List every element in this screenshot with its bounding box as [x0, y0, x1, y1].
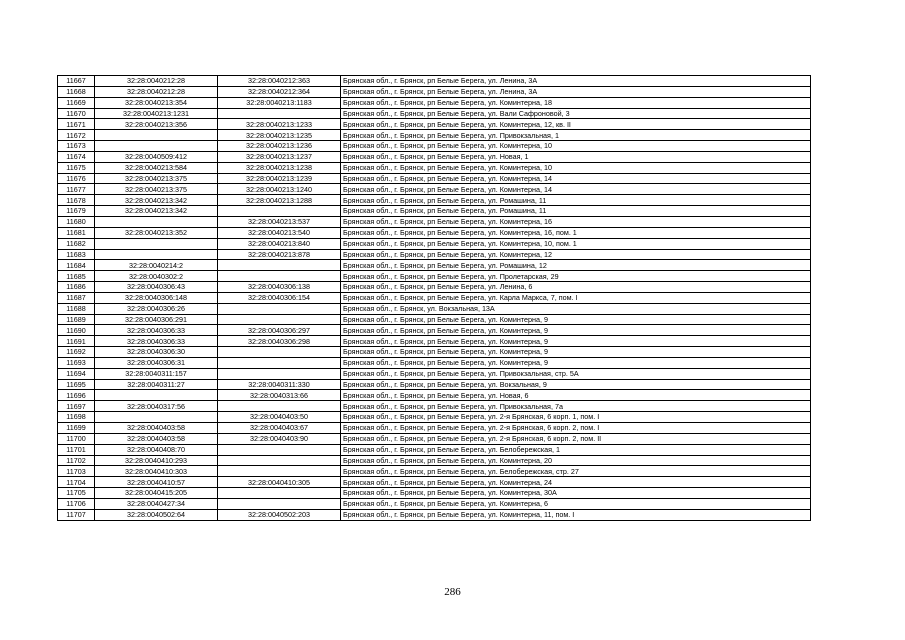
table-body	[58, 76, 811, 521]
land-cadastral-number-cell	[95, 130, 218, 141]
building-cadastral-number-cell: 32:28:0040213:1235	[218, 130, 341, 141]
address-cell: Брянская обл., г. Брянск, рп Белые Берега, ул. Коминтерна, 10, пом. 1	[341, 238, 811, 249]
address-cell: Брянская обл., г. Брянск, рп Белые Берега, ул. Привокзальная, стр. 5А	[341, 368, 811, 379]
table-row	[58, 76, 811, 87]
building-cadastral-number-cell: 32:28:0040306:138	[218, 282, 341, 293]
address-cell: Брянская обл., г. Брянск, рп Белые Берега, ул. Коминтерна, 9	[341, 347, 811, 358]
land-cadastral-number-cell	[95, 216, 218, 227]
building-cadastral-number-cell: 32:28:0040306:298	[218, 336, 341, 347]
building-cadastral-number-cell	[218, 206, 341, 217]
row-number-cell: 11679	[58, 206, 95, 217]
row-number-cell: 11676	[58, 173, 95, 184]
address-cell: Брянская обл., г. Брянск, рп Белые Берега, ул. Коминтерна, 30А	[341, 488, 811, 499]
row-number-cell: 11704	[58, 477, 95, 488]
building-cadastral-number-cell	[218, 444, 341, 455]
building-cadastral-number-cell	[218, 498, 341, 509]
table-row	[58, 216, 811, 227]
land-cadastral-number-cell: 32:28:0040408:70	[95, 444, 218, 455]
row-number-cell: 11667	[58, 76, 95, 87]
row-number-cell: 11700	[58, 433, 95, 444]
land-cadastral-number-cell: 32:28:0040306:291	[95, 314, 218, 325]
building-cadastral-number-cell	[218, 401, 341, 412]
row-number-cell: 11698	[58, 412, 95, 423]
table-row	[58, 498, 811, 509]
table-row	[58, 433, 811, 444]
row-number-cell: 11672	[58, 130, 95, 141]
address-cell: Брянская обл., г. Брянск, рп Белые Берега, ул. Новая, 6	[341, 390, 811, 401]
address-cell: Брянская обл., г. Брянск, рп Белые Берега, ул. Коминтерна, 20	[341, 455, 811, 466]
row-number-cell: 11682	[58, 238, 95, 249]
building-cadastral-number-cell: 32:28:0040403:67	[218, 423, 341, 434]
address-cell: Брянская обл., г. Брянск, рп Белые Берега, ул. Коминтерна, 9	[341, 336, 811, 347]
address-cell: Брянская обл., г. Брянск, рп Белые Берега, ул. Вали Сафроновой, 3	[341, 108, 811, 119]
land-cadastral-number-cell: 32:28:0040213:375	[95, 173, 218, 184]
row-number-cell: 11703	[58, 466, 95, 477]
land-cadastral-number-cell: 32:28:0040213:352	[95, 227, 218, 238]
land-cadastral-number-cell: 32:28:0040306:33	[95, 325, 218, 336]
building-cadastral-number-cell: 32:28:0040313:66	[218, 390, 341, 401]
row-number-cell: 11699	[58, 423, 95, 434]
address-cell: Брянская обл., г. Брянск, рп Белые Берега, ул. 2-я Брянская, 6 корп. 1, пом. I	[341, 412, 811, 423]
building-cadastral-number-cell: 32:28:0040306:297	[218, 325, 341, 336]
row-number-cell: 11677	[58, 184, 95, 195]
address-cell: Брянская обл., г. Брянск, рп Белые Берега, ул. Коминтерна, 16, пом. 1	[341, 227, 811, 238]
row-number-cell: 11701	[58, 444, 95, 455]
row-number-cell: 11668	[58, 86, 95, 97]
row-number-cell: 11693	[58, 357, 95, 368]
land-cadastral-number-cell: 32:28:0040403:58	[95, 433, 218, 444]
address-cell: Брянская обл., г. Брянск, рп Белые Берега, ул. Коминтерна, 10	[341, 141, 811, 152]
table-row	[58, 130, 811, 141]
land-cadastral-number-cell: 32:28:0040410:303	[95, 466, 218, 477]
land-cadastral-number-cell	[95, 412, 218, 423]
table-row	[58, 488, 811, 499]
row-number-cell: 11670	[58, 108, 95, 119]
land-cadastral-number-cell: 32:28:0040306:148	[95, 292, 218, 303]
table-row	[58, 401, 811, 412]
land-cadastral-number-cell: 32:28:0040212:28	[95, 86, 218, 97]
address-cell: Брянская обл., г. Брянск, рп Белые Берега, ул. Коминтерна, 9	[341, 314, 811, 325]
table-row	[58, 97, 811, 108]
address-cell: Брянская обл., г. Брянск, рп Белые Берега, ул. 2-я Брянская, 6 корп. 2, пом. II	[341, 433, 811, 444]
land-cadastral-number-cell: 32:28:0040213:342	[95, 206, 218, 217]
address-cell: Брянская обл., г. Брянск, ул. Вокзальная, 13А	[341, 303, 811, 314]
table-row	[58, 379, 811, 390]
address-cell: Брянская обл., г. Брянск, рп Белые Берега, ул. Коминтерна, 14	[341, 173, 811, 184]
row-number-cell: 11697	[58, 401, 95, 412]
land-cadastral-number-cell: 32:28:0040306:33	[95, 336, 218, 347]
table-row	[58, 509, 811, 520]
land-cadastral-number-cell: 32:28:0040427:34	[95, 498, 218, 509]
land-cadastral-number-cell: 32:28:0040306:31	[95, 357, 218, 368]
row-number-cell: 11695	[58, 379, 95, 390]
address-cell: Брянская обл., г. Брянск, рп Белые Берега, ул. Ромашина, 11	[341, 206, 811, 217]
address-cell: Брянская обл., г. Брянск, рп Белые Берега, ул. Привокзальная, 7а	[341, 401, 811, 412]
address-cell: Брянская обл., г. Брянск, рп Белые Берега, ул. Коминтерна, 10	[341, 162, 811, 173]
address-cell: Брянская обл., г. Брянск, рп Белые Берега, ул. Коминтерна, 16	[341, 216, 811, 227]
table-row	[58, 303, 811, 314]
address-cell: Брянская обл., г. Брянск, рп Белые Берега, ул. Коминтерна, 11, пом. I	[341, 509, 811, 520]
land-cadastral-number-cell	[95, 238, 218, 249]
row-number-cell: 11685	[58, 271, 95, 282]
row-number-cell: 11681	[58, 227, 95, 238]
building-cadastral-number-cell	[218, 488, 341, 499]
row-number-cell: 11680	[58, 216, 95, 227]
building-cadastral-number-cell: 32:28:0040213:1239	[218, 173, 341, 184]
table-row	[58, 390, 811, 401]
building-cadastral-number-cell: 32:28:0040213:1236	[218, 141, 341, 152]
row-number-cell: 11705	[58, 488, 95, 499]
table-row	[58, 412, 811, 423]
row-number-cell: 11673	[58, 141, 95, 152]
table-row	[58, 444, 811, 455]
land-cadastral-number-cell: 32:28:0040403:58	[95, 423, 218, 434]
land-cadastral-number-cell: 32:28:0040213:584	[95, 162, 218, 173]
building-cadastral-number-cell	[218, 368, 341, 379]
address-cell: Брянская обл., г. Брянск, рп Белые Берега, ул. 2-я Брянская, 6 корп. 2, пом. I	[341, 423, 811, 434]
table-row	[58, 466, 811, 477]
address-cell: Брянская обл., г. Брянск, рп Белые Берега, ул. Ленина, 3А	[341, 86, 811, 97]
address-cell: Брянская обл., г. Брянск, рп Белые Берега, ул. Коминтерна, 18	[341, 97, 811, 108]
address-cell: Брянская обл., г. Брянск, рп Белые Берега, ул. Привокзальная, 1	[341, 130, 811, 141]
table-row	[58, 195, 811, 206]
table-row	[58, 227, 811, 238]
table-row	[58, 271, 811, 282]
row-number-cell: 11689	[58, 314, 95, 325]
row-number-cell: 11678	[58, 195, 95, 206]
land-cadastral-number-cell: 32:28:0040415:205	[95, 488, 218, 499]
building-cadastral-number-cell: 32:28:0040213:540	[218, 227, 341, 238]
address-cell: Брянская обл., г. Брянск, рп Белые Берега, ул. Пролетарская, 29	[341, 271, 811, 282]
building-cadastral-number-cell: 32:28:0040213:840	[218, 238, 341, 249]
table-row	[58, 141, 811, 152]
land-cadastral-number-cell: 32:28:0040213:356	[95, 119, 218, 130]
table-row	[58, 368, 811, 379]
building-cadastral-number-cell: 32:28:0040212:364	[218, 86, 341, 97]
row-number-cell: 11671	[58, 119, 95, 130]
address-cell: Брянская обл., г. Брянск, рп Белые Берега, ул. Коминтерна, 6	[341, 498, 811, 509]
row-number-cell: 11692	[58, 347, 95, 358]
table-row	[58, 357, 811, 368]
table-row	[58, 86, 811, 97]
land-cadastral-number-cell: 32:28:0040214:2	[95, 260, 218, 271]
row-number-cell: 11694	[58, 368, 95, 379]
table-row	[58, 477, 811, 488]
address-cell: Брянская обл., г. Брянск, рп Белые Берега, ул. Белобережская, 1	[341, 444, 811, 455]
building-cadastral-number-cell: 32:28:0040213:1288	[218, 195, 341, 206]
building-cadastral-number-cell	[218, 357, 341, 368]
table-row	[58, 162, 811, 173]
table-row	[58, 314, 811, 325]
building-cadastral-number-cell: 32:28:0040212:363	[218, 76, 341, 87]
address-cell: Брянская обл., г. Брянск, рп Белые Берега, ул. Коминтерна, 12, кв. II	[341, 119, 811, 130]
address-cell: Брянская обл., г. Брянск, рп Белые Берега, ул. Белобережская, стр. 27	[341, 466, 811, 477]
land-cadastral-number-cell	[95, 141, 218, 152]
building-cadastral-number-cell	[218, 314, 341, 325]
building-cadastral-number-cell: 32:28:0040502:203	[218, 509, 341, 520]
land-cadastral-number-cell: 32:28:0040410:293	[95, 455, 218, 466]
address-cell: Брянская обл., г. Брянск, рп Белые Берега, ул. Ленина, 3А	[341, 76, 811, 87]
building-cadastral-number-cell: 32:28:0040213:537	[218, 216, 341, 227]
building-cadastral-number-cell: 32:28:0040213:1233	[218, 119, 341, 130]
table-row	[58, 336, 811, 347]
land-cadastral-number-cell: 32:28:0040302:2	[95, 271, 218, 282]
table-row	[58, 184, 811, 195]
address-cell: Брянская обл., г. Брянск, рп Белые Берега, ул. Коминтерна, 14	[341, 184, 811, 195]
land-cadastral-number-cell: 32:28:0040212:28	[95, 76, 218, 87]
address-cell: Брянская обл., г. Брянск, рп Белые Берега, ул. Вокзальная, 9	[341, 379, 811, 390]
address-cell: Брянская обл., г. Брянск, рп Белые Берега, ул. Коминтерна, 9	[341, 325, 811, 336]
building-cadastral-number-cell	[218, 108, 341, 119]
address-cell: Брянская обл., г. Брянск, рп Белые Берега, ул. Коминтерна, 24	[341, 477, 811, 488]
table-row	[58, 173, 811, 184]
building-cadastral-number-cell	[218, 455, 341, 466]
building-cadastral-number-cell: 32:28:0040213:878	[218, 249, 341, 260]
page-number: 286	[444, 586, 461, 598]
table-row	[58, 282, 811, 293]
table-row	[58, 119, 811, 130]
building-cadastral-number-cell: 32:28:0040306:154	[218, 292, 341, 303]
building-cadastral-number-cell: 32:28:0040213:1240	[218, 184, 341, 195]
table-row	[58, 347, 811, 358]
building-cadastral-number-cell: 32:28:0040410:305	[218, 477, 341, 488]
table-row	[58, 108, 811, 119]
land-cadastral-number-cell: 32:28:0040311:157	[95, 368, 218, 379]
building-cadastral-number-cell: 32:28:0040213:1238	[218, 162, 341, 173]
land-cadastral-number-cell: 32:28:0040317:56	[95, 401, 218, 412]
address-cell: Брянская обл., г. Брянск, рп Белые Берега, ул. Ромашина, 12	[341, 260, 811, 271]
row-number-cell: 11687	[58, 292, 95, 303]
table-row	[58, 151, 811, 162]
row-number-cell: 11706	[58, 498, 95, 509]
address-cell: Брянская обл., г. Брянск, рп Белые Берега, ул. Карла Маркса, 7, пом. I	[341, 292, 811, 303]
land-cadastral-number-cell: 32:28:0040502:64	[95, 509, 218, 520]
building-cadastral-number-cell	[218, 271, 341, 282]
land-cadastral-number-cell	[95, 390, 218, 401]
row-number-cell: 11684	[58, 260, 95, 271]
address-cell: Брянская обл., г. Брянск, рп Белые Берега, ул. Ленина, 6	[341, 282, 811, 293]
table-row	[58, 238, 811, 249]
land-cadastral-number-cell: 32:28:0040509:412	[95, 151, 218, 162]
row-number-cell: 11688	[58, 303, 95, 314]
table-row	[58, 292, 811, 303]
row-number-cell: 11669	[58, 97, 95, 108]
building-cadastral-number-cell: 32:28:0040311:330	[218, 379, 341, 390]
row-number-cell: 11683	[58, 249, 95, 260]
property-registry-table	[57, 75, 811, 521]
land-cadastral-number-cell: 32:28:0040410:57	[95, 477, 218, 488]
land-cadastral-number-cell: 32:28:0040306:26	[95, 303, 218, 314]
building-cadastral-number-cell: 32:28:0040213:1237	[218, 151, 341, 162]
table-row	[58, 325, 811, 336]
table-row	[58, 249, 811, 260]
table-row	[58, 260, 811, 271]
land-cadastral-number-cell: 32:28:0040306:43	[95, 282, 218, 293]
row-number-cell: 11674	[58, 151, 95, 162]
building-cadastral-number-cell: 32:28:0040403:50	[218, 412, 341, 423]
land-cadastral-number-cell: 32:28:0040306:30	[95, 347, 218, 358]
building-cadastral-number-cell	[218, 347, 341, 358]
row-number-cell: 11707	[58, 509, 95, 520]
table-row	[58, 206, 811, 217]
land-cadastral-number-cell: 32:28:0040311:27	[95, 379, 218, 390]
land-cadastral-number-cell: 32:28:0040213:354	[95, 97, 218, 108]
building-cadastral-number-cell: 32:28:0040213:1183	[218, 97, 341, 108]
building-cadastral-number-cell	[218, 466, 341, 477]
address-cell: Брянская обл., г. Брянск, рп Белые Берега, ул. Ромашина, 11	[341, 195, 811, 206]
row-number-cell: 11686	[58, 282, 95, 293]
address-cell: Брянская обл., г. Брянск, рп Белые Берега, ул. Новая, 1	[341, 151, 811, 162]
row-number-cell: 11702	[58, 455, 95, 466]
address-cell: Брянская обл., г. Брянск, рп Белые Берега, ул. Коминтерна, 9	[341, 357, 811, 368]
land-cadastral-number-cell: 32:28:0040213:375	[95, 184, 218, 195]
row-number-cell: 11675	[58, 162, 95, 173]
land-cadastral-number-cell	[95, 249, 218, 260]
row-number-cell: 11691	[58, 336, 95, 347]
row-number-cell: 11696	[58, 390, 95, 401]
building-cadastral-number-cell	[218, 303, 341, 314]
building-cadastral-number-cell	[218, 260, 341, 271]
table-row	[58, 455, 811, 466]
row-number-cell: 11690	[58, 325, 95, 336]
address-cell: Брянская обл., г. Брянск, рп Белые Берега, ул. Коминтерна, 12	[341, 249, 811, 260]
land-cadastral-number-cell: 32:28:0040213:342	[95, 195, 218, 206]
land-cadastral-number-cell: 32:28:0040213:1231	[95, 108, 218, 119]
building-cadastral-number-cell: 32:28:0040403:90	[218, 433, 341, 444]
table-row	[58, 423, 811, 434]
